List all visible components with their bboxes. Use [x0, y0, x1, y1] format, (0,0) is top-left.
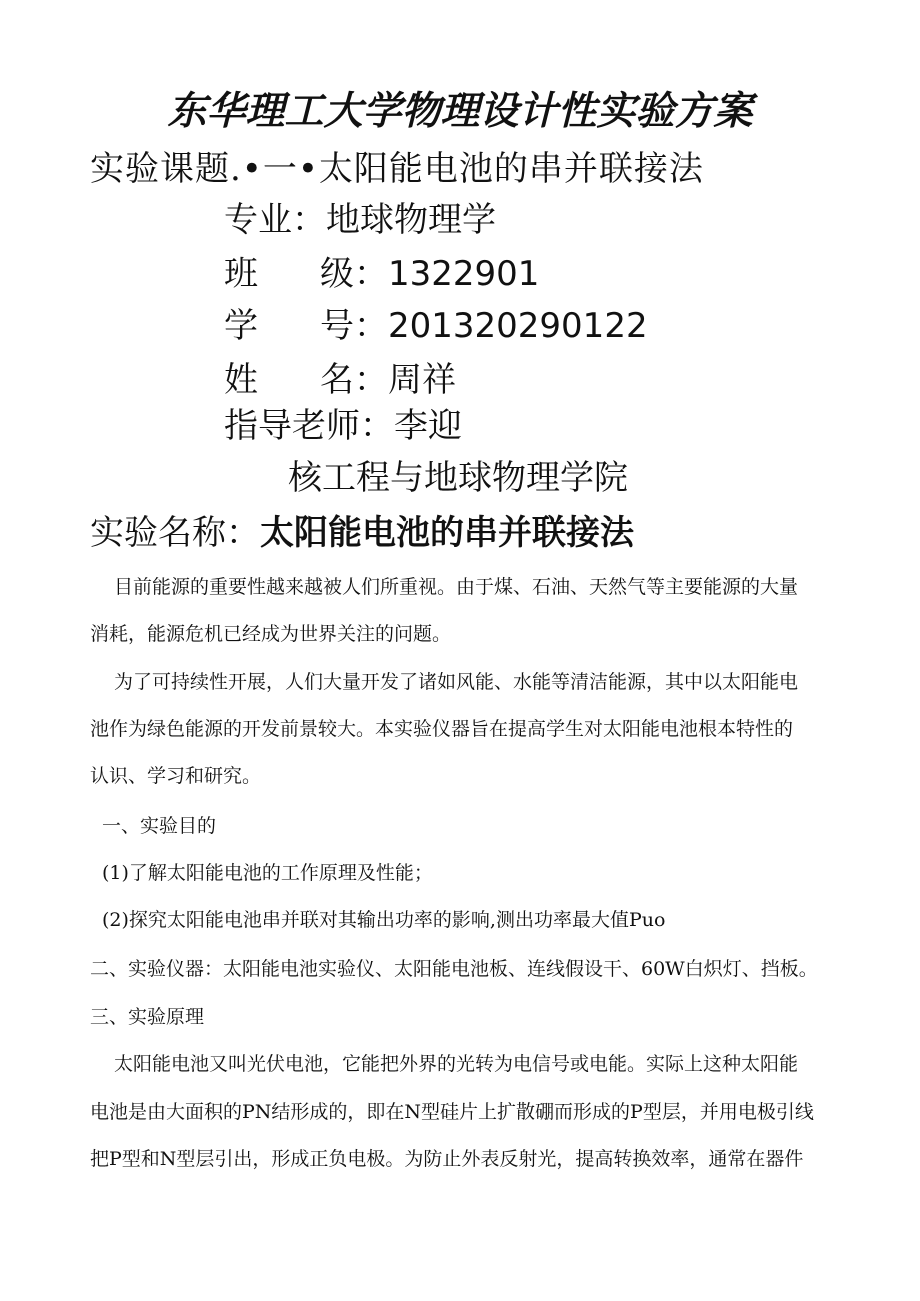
name-row [224, 358, 456, 402]
document-title: 东华理工大学物理设计性实验方案 [167, 89, 753, 134]
section-heading: 三、实验原理 [90, 1006, 205, 1028]
body-line: 为了可持续性开展，人们大量开发了诸如风能、水能等清洁能源，其中以太阳能电 [114, 671, 799, 693]
experiment-subject: 实验课题.•一•太阳能电池的串并联接法 [90, 149, 704, 189]
major-row [224, 198, 496, 242]
body-line: 消耗，能源危机已经成为世界关注的问题。 [90, 623, 452, 645]
id-label-b: 号： [320, 306, 388, 346]
name-label-b: 名： [320, 360, 388, 400]
student-id-row [224, 304, 648, 348]
body-line: 电池是由大面积的PN结形成的，即在N型硅片上扩散硼而形成的P型层，并用电极引线 [90, 1101, 814, 1123]
major-value: 地球物理学 [326, 200, 496, 240]
id-label-a: 学 [224, 306, 258, 346]
class-row [224, 252, 539, 296]
advisor-label: 指导老师： [224, 406, 394, 446]
experiment-name-value: 太阳能电池的串并联接法 [260, 513, 634, 553]
body-line: 把P型和N型层引出，形成正负电极。为防止外表反射光，提高转换效率，通常在器件 [90, 1148, 804, 1170]
section-heading: 一、实验目的 [102, 815, 217, 837]
body-line: 池作为绿色能源的开发前景较大。本实验仪器旨在提高学生对太阳能电池根本特性的 [90, 718, 794, 740]
name-label-a: 姓 [224, 360, 258, 400]
class-label-a: 班 [224, 254, 258, 294]
body-line: 认识、学习和研究。 [90, 765, 262, 787]
experiment-name-heading [90, 510, 634, 556]
list-item: (2)探究太阳能电池串并联对其输出功率的影响,测出功率最大值Puo [102, 909, 666, 931]
class-label-b: 级： [320, 254, 388, 294]
name-value: 周祥 [388, 360, 456, 400]
major-label: 专业： [224, 200, 326, 240]
class-value: 1322901 [388, 254, 540, 294]
advisor-value: 李迎 [394, 406, 462, 446]
college-name: 核工程与地球物理学院 [288, 458, 628, 498]
student-id-value: 201320290122 [388, 306, 648, 346]
experiment-name-label: 实验名称： [90, 513, 260, 553]
section-heading: 二、实验仪器：太阳能电池实验仪、太阳能电池板、连线假设干、60W白炽灯、挡板。 [90, 958, 818, 980]
body-line: 目前能源的重要性越来越被人们所重视。由于煤、石油、天然气等主要能源的大量 [114, 576, 799, 598]
list-item: (1)了解太阳能电池的工作原理及性能； [102, 862, 433, 884]
advisor-row [224, 404, 462, 448]
body-line: 太阳能电池又叫光伏电池，它能把外界的光转为电信号或电能。实际上这种太阳能 [114, 1053, 799, 1075]
